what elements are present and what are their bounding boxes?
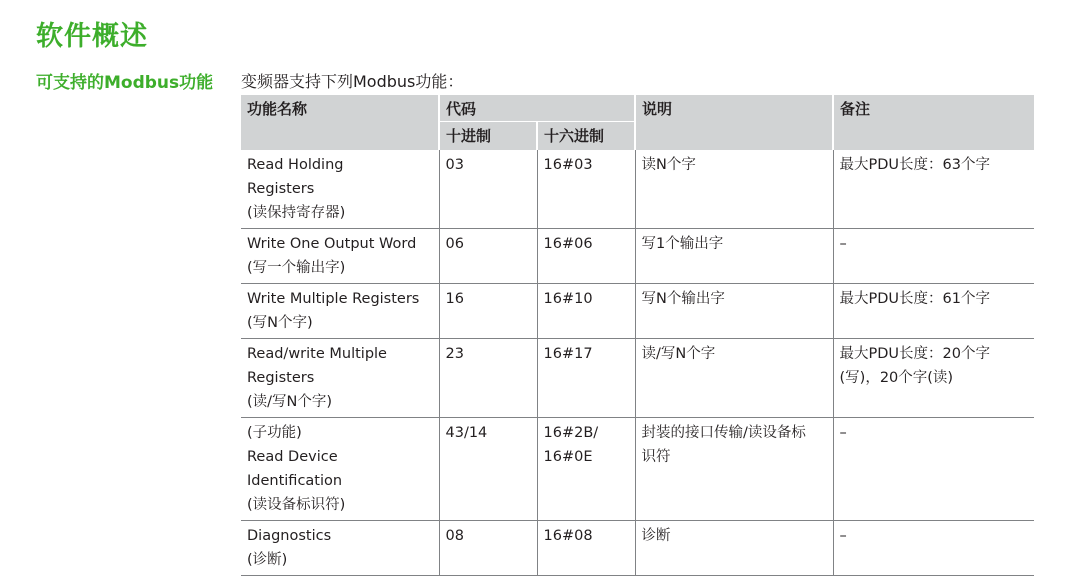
intro-text: 变频器支持下列Modbus功能： <box>241 72 464 91</box>
cell-text-line: 16#10 <box>543 291 593 307</box>
function-name-cell <box>241 284 439 339</box>
header-hex: 十六进制 <box>537 122 635 151</box>
note-cell <box>833 521 1034 576</box>
table-row <box>241 284 1034 339</box>
description-cell <box>635 521 833 576</box>
cell-text-line: 写N个输出字 <box>641 291 725 307</box>
cell-text-line: 读/写N个字 <box>641 346 716 362</box>
decimal-code-cell: 43/14 <box>439 418 537 521</box>
description-cell <box>635 339 833 418</box>
cell-text-line: 封装的接口传输/读设备标 <box>641 425 806 441</box>
cell-text-line: 最大PDU长度：63个字 <box>839 157 990 173</box>
cell-text-line: 识符 <box>641 449 671 465</box>
header-code: 代码 <box>439 95 635 122</box>
header-function-name: 功能名称 <box>241 95 439 150</box>
function-name-cell <box>241 521 439 576</box>
cell-text-line: Registers <box>247 370 315 386</box>
decimal-code-cell: 06 <box>439 229 537 284</box>
decimal-code-cell: 16 <box>439 284 537 339</box>
cell-text-line: (子功能) <box>247 425 302 441</box>
hex-code-cell <box>537 284 635 339</box>
description-cell <box>635 284 833 339</box>
table-row <box>241 229 1034 284</box>
hex-code-cell <box>537 229 635 284</box>
decimal-code-cell: 23 <box>439 339 537 418</box>
hex-code-cell <box>537 418 635 521</box>
cell-text-line: 写1个输出字 <box>641 236 724 252</box>
note-cell <box>833 284 1034 339</box>
cell-text-line: (读保持寄存器) <box>247 205 346 221</box>
page-title: 软件概述 <box>36 21 148 52</box>
section-heading: 可支持的Modbus功能 <box>36 73 214 93</box>
cell-text-line: 16#17 <box>543 346 593 362</box>
cell-text-line: 最大PDU长度：20个字 <box>839 346 990 362</box>
cell-text-line: (写N个字) <box>247 315 313 331</box>
note-cell <box>833 339 1034 418</box>
cell-text-line: 最大PDU长度：61个字 <box>839 291 990 307</box>
cell-text-line: Read Holding <box>247 157 344 173</box>
cell-text-line: (诊断) <box>247 552 288 568</box>
note-cell <box>833 150 1034 229</box>
cell-text-line: Write Multiple Registers <box>247 291 420 307</box>
cell-text-line: 16#0E <box>543 449 593 465</box>
decimal-code-cell: 08 <box>439 521 537 576</box>
cell-text-line: (写)，20个字(读) <box>839 370 954 386</box>
cell-text-line: Diagnostics <box>247 528 332 544</box>
note-cell <box>833 418 1034 521</box>
hex-code-cell <box>537 521 635 576</box>
modbus-functions-table <box>241 95 1034 576</box>
cell-text-line: (写一个输出字) <box>247 260 346 276</box>
function-name-cell <box>241 229 439 284</box>
cell-text-line: 16#2B/ <box>543 425 599 441</box>
header-description: 说明 <box>635 95 833 150</box>
cell-text-line: 诊断 <box>641 528 671 544</box>
table-row <box>241 150 1034 229</box>
cell-text-line: – <box>839 236 847 252</box>
table-row <box>241 521 1034 576</box>
note-cell <box>833 229 1034 284</box>
header-decimal: 十进制 <box>439 122 537 151</box>
cell-text-line: 读N个字 <box>641 157 696 173</box>
cell-text-line: Registers <box>247 181 315 197</box>
function-name-cell <box>241 339 439 418</box>
hex-code-cell <box>537 150 635 229</box>
cell-text-line: 16#03 <box>543 157 593 173</box>
hex-code-cell <box>537 339 635 418</box>
table-row <box>241 339 1034 418</box>
cell-text-line: Read/write Multiple <box>247 346 387 362</box>
cell-text-line: Write One Output Word <box>247 236 417 252</box>
function-name-cell <box>241 150 439 229</box>
table-row <box>241 418 1034 521</box>
function-name-cell <box>241 418 439 521</box>
description-cell <box>635 150 833 229</box>
cell-text-line: (读/写N个字) <box>247 394 333 410</box>
cell-text-line: – <box>839 425 847 441</box>
decimal-code-cell: 03 <box>439 150 537 229</box>
cell-text-line: – <box>839 528 847 544</box>
cell-text-line: Read Device Identification <box>247 449 343 489</box>
header-note: 备注 <box>833 95 1034 150</box>
cell-text-line: (读设备标识符) <box>247 497 346 513</box>
description-cell <box>635 418 833 521</box>
cell-text-line: 16#08 <box>543 528 593 544</box>
cell-text-line: 16#06 <box>543 236 593 252</box>
description-cell <box>635 229 833 284</box>
